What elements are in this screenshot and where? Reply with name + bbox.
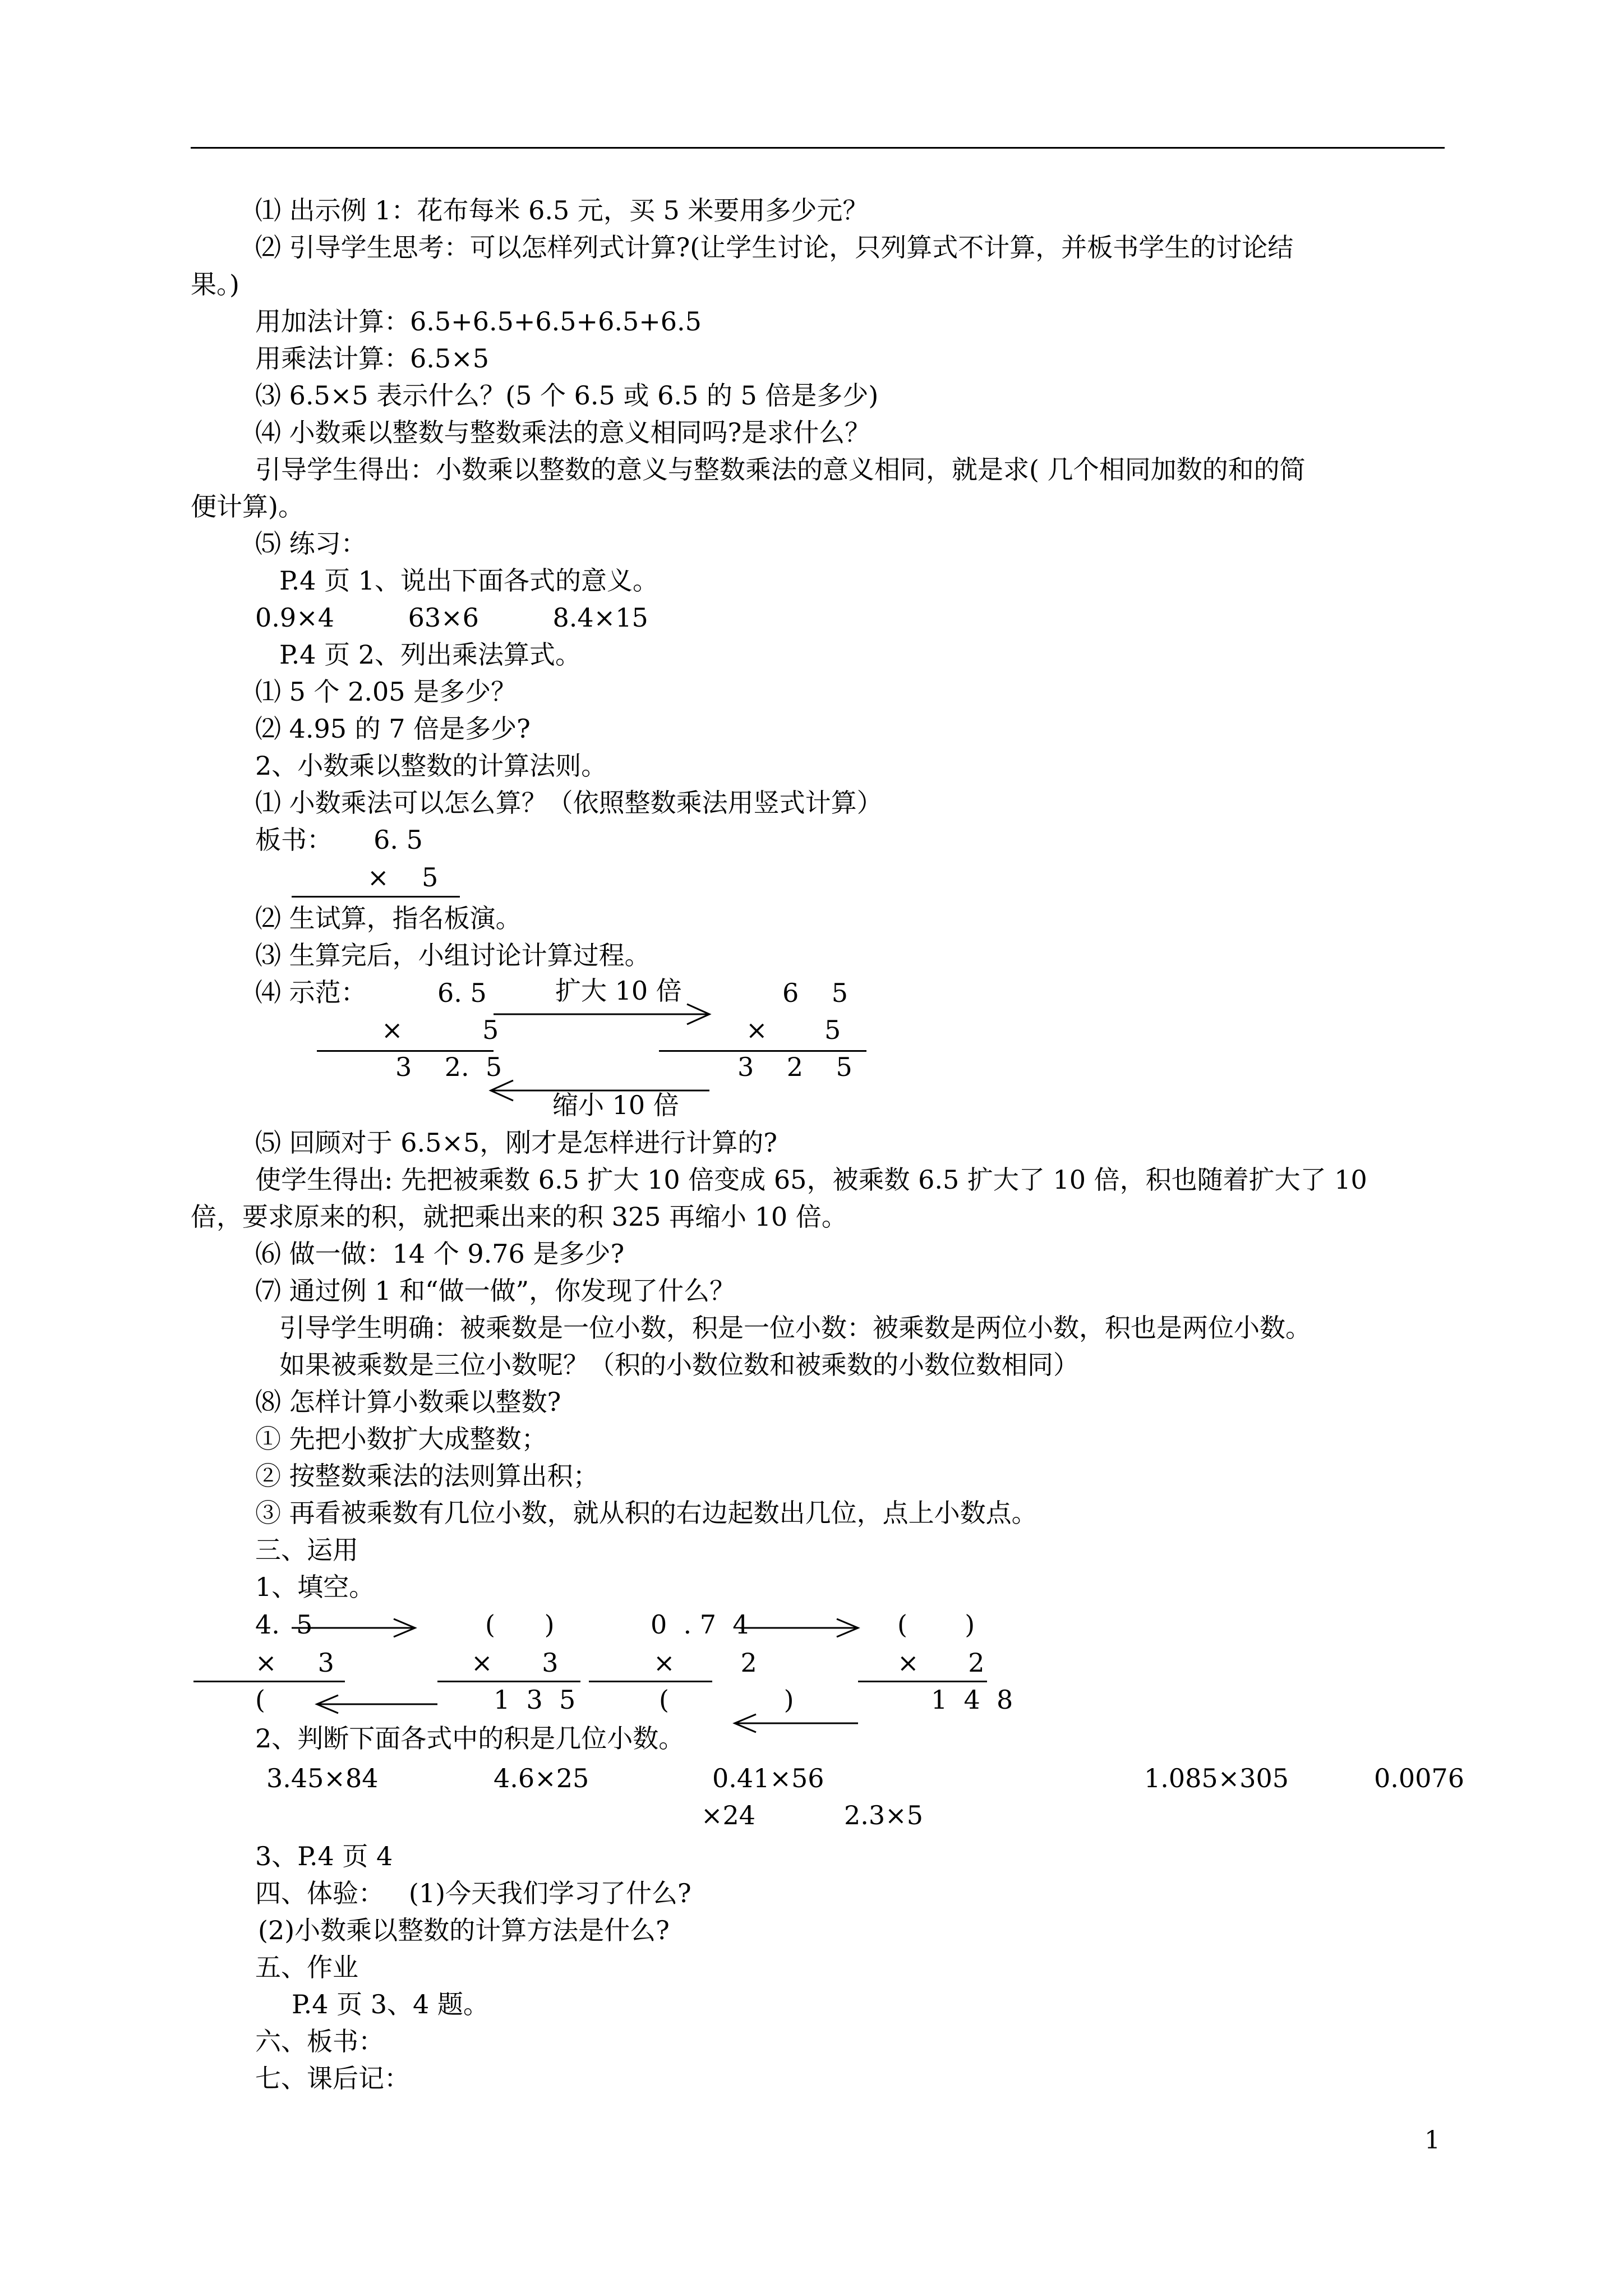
line-expressions: 0.9×4 63×6 8.4×15	[255, 602, 648, 633]
line-step2: ② 按整数乘法的法则算出积；	[255, 1461, 599, 1491]
fill-p3m: × 2	[653, 1648, 757, 1678]
line-how-to: ⑻ 怎样计算小数乘以整数?	[255, 1387, 561, 1417]
line-multiplication: 用乘法计算：6.5×5	[255, 343, 489, 374]
line-try: ⑵ 生试算，指名板演。	[255, 903, 522, 933]
arrow-fill-3-left	[735, 1714, 858, 1732]
judge-e6: ×24	[701, 1800, 756, 1830]
fill-p1r: (	[255, 1685, 265, 1715]
line-board: 板书： 6. 5	[255, 825, 423, 855]
line-demo: ⑷ 示范：	[255, 977, 367, 1007]
line-p4-4: 3、P.4 页 4	[255, 1841, 393, 1871]
line-step1: ① 先把小数扩大成整数；	[255, 1424, 547, 1454]
judge-e1: 3.45×84	[266, 1763, 379, 1793]
section-apply: 三、运用	[255, 1535, 358, 1565]
demo-b2: ×	[746, 1015, 768, 1045]
line-discuss: ⑶ 生算完后，小组讨论计算过程。	[255, 940, 651, 970]
line-same-meaning: ⑷ 小数乘以整数与整数乘法的意义相同吗?是求什么？	[255, 417, 871, 448]
line-p4-2: P.4 页 2、列出乘法算式。	[279, 639, 582, 670]
line-example1: ⑴ 出示例 1：花布每米 6.5 元，买 5 米要用多少元？	[255, 195, 869, 226]
fill-p4r: 1 4 8	[931, 1685, 1013, 1715]
demo-down-label: 缩小 10 倍	[552, 1090, 679, 1120]
judge-e7: 2.3×5	[844, 1800, 923, 1830]
line-guide-think-cont: 果。)	[191, 269, 239, 300]
board-times5: × 5	[367, 862, 439, 892]
demo-a3: 5	[482, 1015, 499, 1045]
line-practice: ⑸ 练习：	[255, 528, 367, 559]
demo-a2: ×	[381, 1015, 403, 1045]
section-afternotes: 七、课后记：	[255, 2063, 410, 2093]
judge-e2: 4.6×25	[494, 1763, 589, 1793]
line-q1: ⑴ 5 个 2.05 是多少？	[255, 677, 517, 707]
fill-p2m: × 3	[471, 1648, 559, 1678]
line-addition: 用加法计算：6.5+6.5+6.5+6.5+6.5	[255, 306, 702, 337]
arrow-expand-10x	[494, 1004, 709, 1024]
line-clarify: 引导学生明确：被乘数是一位小数，积是一位小数：被乘数是两位小数，积也是两位小数。	[279, 1313, 1311, 1343]
fill-p1: 4. 5	[255, 1609, 313, 1640]
demo-up-label: 扩大 10 倍	[555, 976, 682, 1006]
fill-p4: ( )	[897, 1609, 975, 1640]
arrow-fill-1-right	[292, 1619, 415, 1637]
line-conclusion-cont: 便计算)。	[191, 491, 304, 522]
page-number: 1	[1424, 2126, 1440, 2155]
line-rule-heading: 2、小数乘以整数的计算法则。	[255, 751, 607, 781]
judge-e3: 0.41×56	[712, 1763, 824, 1793]
line-review: ⑸ 回顾对于 6.5×5，刚才是怎样进行计算的?	[255, 1128, 777, 1158]
demo-a1: 6. 5	[437, 978, 487, 1008]
line-step3: ③ 再看被乘数有几位小数，就从积的右边起数出几位，点上小数点。	[255, 1498, 1038, 1528]
line-p4-1: P.4 页 1、说出下面各式的意义。	[279, 565, 659, 596]
judge-e4: 1.085×305	[1144, 1763, 1289, 1793]
demo-b3: 5	[824, 1015, 841, 1045]
line-three-digit: 如果被乘数是三位小数呢？（积的小数位数和被乘数的小数位数相同）	[279, 1350, 1079, 1380]
fill-p4m: × 2	[897, 1648, 985, 1678]
fill-p1m: × 3	[255, 1648, 334, 1678]
line-how-calc: ⑴ 小数乘法可以怎么算？（依照整数乘法用竖式计算）	[255, 788, 883, 818]
arrow-shrink-10x	[491, 1080, 709, 1101]
fill-p2: ( )	[485, 1609, 555, 1640]
section-board: 六、板书：	[255, 2026, 384, 2056]
line-discover: ⑺ 通过例 1 和“做一做”，你发现了什么？	[255, 1276, 736, 1306]
line-try-it: ⑹ 做一做：14 个 9.76 是多少?	[255, 1239, 625, 1269]
arrow-fill-1-left	[317, 1695, 437, 1713]
line-fill-blank: 1、填空。	[255, 1572, 375, 1602]
demo-a4: 3 2. 5	[395, 1052, 502, 1082]
line-experience-2: (2)小数乘以整数的计算方法是什么?	[258, 1915, 670, 1945]
demo-b4: 3 2 5	[737, 1052, 852, 1082]
arrow-fill-3-right	[740, 1619, 858, 1637]
judge-e5: 0.0076	[1374, 1763, 1464, 1793]
fill-p2r: 1 3 5	[494, 1685, 576, 1715]
line-guide-think: ⑵ 引导学生思考：可以怎样列式计算?(让学生讨论，只列算式不计算，并板书学生的讨论结	[255, 232, 1294, 263]
line-explain: 使学生得出: 先把被乘数 6.5 扩大 10 倍变成 65，被乘数 6.5 扩大了 10 倍，积也随着扩大了 10	[255, 1165, 1367, 1195]
line-conclusion: 引导学生得出：小数乘以整数的意义与整数乘法的意义相同，就是求( 几个相同加数的和的简	[255, 454, 1306, 485]
demo-b1: 6 5	[782, 978, 849, 1008]
fill-p3r: ( )	[659, 1685, 794, 1715]
section-experience: 四、体验： (1)今天我们学习了什么?	[255, 1878, 691, 1908]
fill-p3: 0 . 7 4	[651, 1609, 749, 1640]
line-homework: P.4 页 3、4 题。	[292, 1989, 489, 2019]
section-homework: 五、作业	[255, 1952, 358, 1982]
line-explain-cont: 倍，要求原来的积，就把乘出来的积 325 再缩小 10 倍。	[191, 1202, 847, 1232]
line-q2: ⑵ 4.95 的 7 倍是多少?	[255, 714, 531, 744]
line-judge: 2、判断下面各式中的积是几位小数。	[255, 1723, 685, 1754]
line-meaning: ⑶ 6.5×5 表示什么？(5 个 6.5 或 6.5 的 5 倍是多少)	[255, 380, 879, 411]
